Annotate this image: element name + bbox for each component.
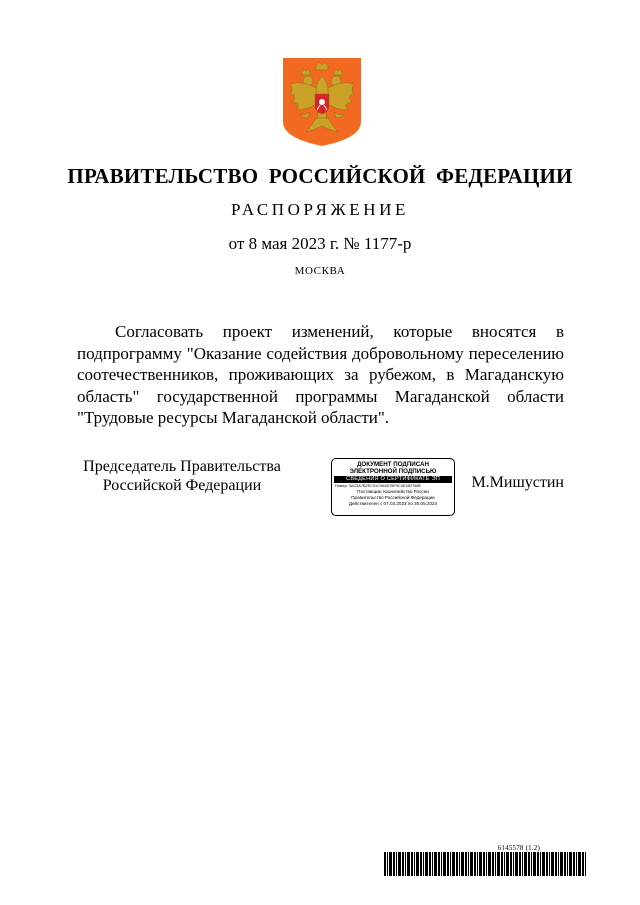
signatory-role-line2: Российской Федерации [102, 477, 262, 494]
document-date-number: от 8 мая 2023 г. № 1177-р [228, 234, 412, 253]
document-city: МОСКВА [294, 265, 346, 277]
esig-line2: ЭЛЕКТРОННОЙ ПОДПИСЬЮ [349, 468, 437, 475]
signatory-role-line1: Председатель Правительства [83, 458, 281, 475]
esig-validity: Действителен с 07.03.2023 по 30.05.2024 [348, 501, 438, 506]
signatory-role [77, 457, 287, 495]
order-text [77, 321, 564, 429]
government-title: ПРАВИТЕЛЬСТВО РОССИЙСКОЙ ФЕДЕРАЦИИ [67, 164, 573, 188]
esig-certificate-bar: СВЕДЕНИЯ О СЕРТИФИКАТЕ ЭП [334, 476, 452, 483]
esig-line1: ДОКУМЕНТ ПОДПИСАН [357, 461, 429, 468]
esig-issuer: Поставщик: Казначейство России [357, 489, 429, 494]
signatory-name: М.Мишустин [471, 474, 564, 491]
esig-certificate-number: Номер: 3AC3A7B2EC51C9A5D78F9C4E1B2768E [335, 484, 421, 488]
state-emblem-icon [280, 56, 364, 148]
esig-owner: Правительство Российской Федерации [351, 495, 435, 500]
order-text-content: Согласовать проект изменений, которые вносятся в подпрограмму "Оказание содействия добровольному переселению соотечественников, проживающих за рубежом, в Магаданскую область" государственной программы Магаданской области "Трудовые ресурсы Магаданской области". [77, 322, 564, 427]
barcode-number: 6145578 (1.2) [497, 844, 540, 852]
electronic-signature-stamp [331, 458, 455, 516]
document-type: РАСПОРЯЖЕНИЕ [230, 200, 410, 219]
barcode-icon [384, 852, 588, 876]
